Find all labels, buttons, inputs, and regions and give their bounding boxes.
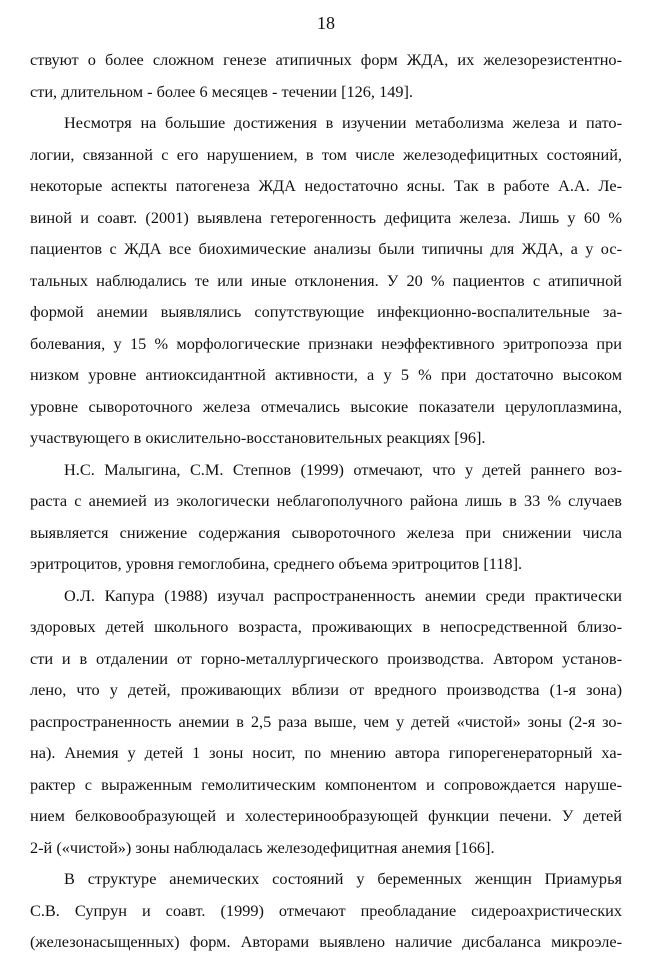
text-line: нием белковообразующей и холестеринообразующей функции печени. У детей: [30, 806, 622, 825]
text-line: 2-й («чистой») зоны наблюдалась железодефицитная анемия [166].: [30, 837, 495, 857]
text-line: эритроцитов, уровня гемоглобина, среднего объема эритроцитов [118].: [30, 554, 523, 573]
text-line: уровне сывороточного железа отмечались высокие показатели церулоплазмина,: [30, 396, 622, 416]
body-text: [30, 44, 622, 958]
text-line: О.Л. Капура (1988) изучал распространенность анемии среди практически: [64, 585, 622, 605]
paragraph-3: [30, 454, 622, 580]
paragraph-1: [30, 44, 622, 107]
text-line: сти и в отдалении от горно-металлургического производства. Автором установ-: [30, 648, 622, 668]
text-line: (железонасыщенных) форм. Авторами выявлено наличие дисбаланса микроэле-: [30, 932, 622, 951]
text-line: пациентов с ЖДА все биохимические анализы были типичны для ЖДА, а у ос-: [30, 239, 622, 258]
text-line: здоровых детей школьного возраста, проживающих в непосредственной близо-: [30, 617, 622, 636]
text-line: выявляется снижение содержания сывороточного железа при снижении числа: [30, 522, 622, 542]
text-line: формой анемии выявлялись сопутствующие инфекционно-воспалительные за-: [30, 302, 622, 321]
text-line: виной и соавт. (2001) выявлена гетерогенность дефицита железа. Лишь у 60 %: [30, 207, 622, 227]
text-line: на). Анемия у детей 1 зоны носит, по мнению автора гипорегенераторный ха-: [30, 743, 622, 762]
text-line: лено, что у детей, проживающих вблизи от вредного производства (1-я зона): [30, 680, 622, 699]
text-line: некоторые аспекты патогенеза ЖДА недостаточно ясны. Так в работе А.А. Ле-: [30, 176, 622, 195]
text-line: тальных наблюдались те или иные отклонения. У 20 % пациентов с атипичной: [30, 270, 622, 290]
text-line: Н.С. Малыгина, С.М. Степнов (1999) отмечают, что у детей раннего воз-: [64, 459, 622, 479]
text-line: участвующего в окислительно-восстановительных реакциях [96].: [30, 428, 486, 447]
text-line: рактер с выраженным гемолитическим компонентом и сопровождается наруше-: [30, 774, 622, 794]
text-line: С.В. Супрун и соавт. (1999) отмечают преобладание сидероахристических: [30, 900, 622, 920]
paragraph-5: [30, 863, 622, 958]
text-line: Несмотря на большие достижения в изучении метаболизма железа и пато-: [64, 113, 622, 132]
text-line: болевания, у 15 % морфологические признаки неэффективного эритропоэза при: [30, 333, 622, 353]
text-line: ствуют о более сложном генезе атипичных форм ЖДА, их железорезистентно-: [30, 50, 622, 69]
text-line: низком уровне антиоксидантной активности, а у 5 % при достаточно высоком: [30, 365, 622, 384]
text-line: раста с анемией из экологически неблагополучного района лишь в 33 % случаев: [30, 491, 622, 510]
text-line: В структуре анемических состояний у беременных женщин Приамурья: [64, 869, 622, 888]
text-line: логии, связанной с его нарушением, в том числе железодефицитных состояний,: [30, 144, 622, 164]
page-number: 18: [317, 13, 335, 33]
paragraph-2: [30, 107, 622, 454]
paragraph-4: [30, 580, 622, 864]
text-line: распространенность анемии в 2,5 раза выше, чем у детей «чистой» зоны (2-я зо-: [30, 711, 622, 731]
text-line: сти, длительном - более 6 месяцев - течении [126, 149].: [30, 81, 413, 101]
